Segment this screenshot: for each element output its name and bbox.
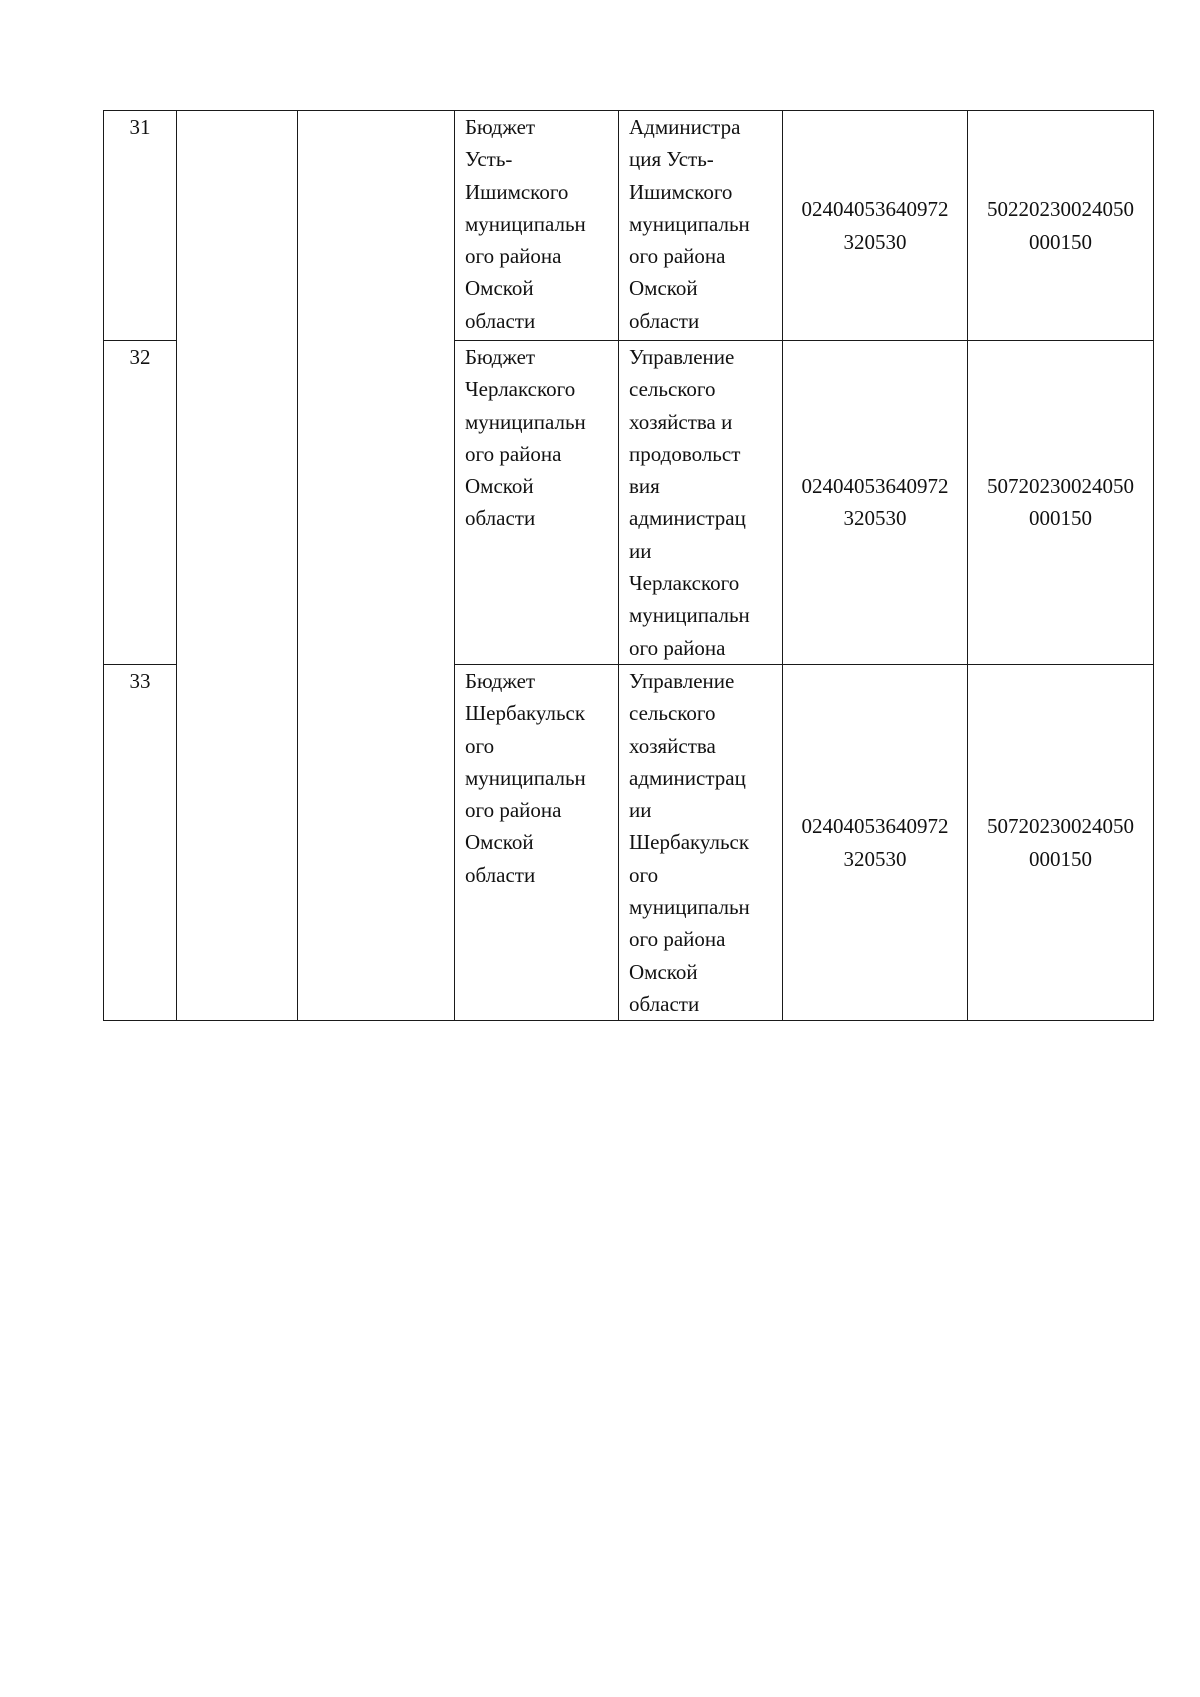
code-cell: 02404053640972 320530: [783, 111, 968, 341]
budget-cell: Бюджет Шербакульск ого муниципальн ого района Омской области: [455, 664, 619, 1020]
empty-cell: [298, 111, 455, 1021]
administrator-cell: Администра ция Усть- Ишимского муниципальн ого района Омской области: [619, 111, 783, 341]
table-row: [104, 111, 1154, 341]
code-cell: 02404053640972 320530: [783, 341, 968, 665]
code-cell: 50720230024050 000150: [968, 341, 1154, 665]
code-cell: 02404053640972 320530: [783, 664, 968, 1020]
code-cell: 50720230024050 000150: [968, 664, 1154, 1020]
code-cell: 50220230024050 000150: [968, 111, 1154, 341]
empty-cell: [177, 111, 298, 1021]
row-number: 32: [104, 341, 177, 665]
administrator-cell: Управление сельского хозяйства администрац ии Шербакульск ого муниципальн ого района Омской области: [619, 664, 783, 1020]
budget-cell: Бюджет Черлакского муниципальн ого района Омской области: [455, 341, 619, 665]
row-number: 33: [104, 664, 177, 1020]
subvention-table: [103, 110, 1154, 1021]
administrator-cell: Управление сельского хозяйства и продовольст вия администрац ии Черлакского муниципальн ого района: [619, 341, 783, 665]
row-number: 31: [104, 111, 177, 341]
budget-cell: Бюджет Усть- Ишимского муниципальн ого района Омской области: [455, 111, 619, 341]
